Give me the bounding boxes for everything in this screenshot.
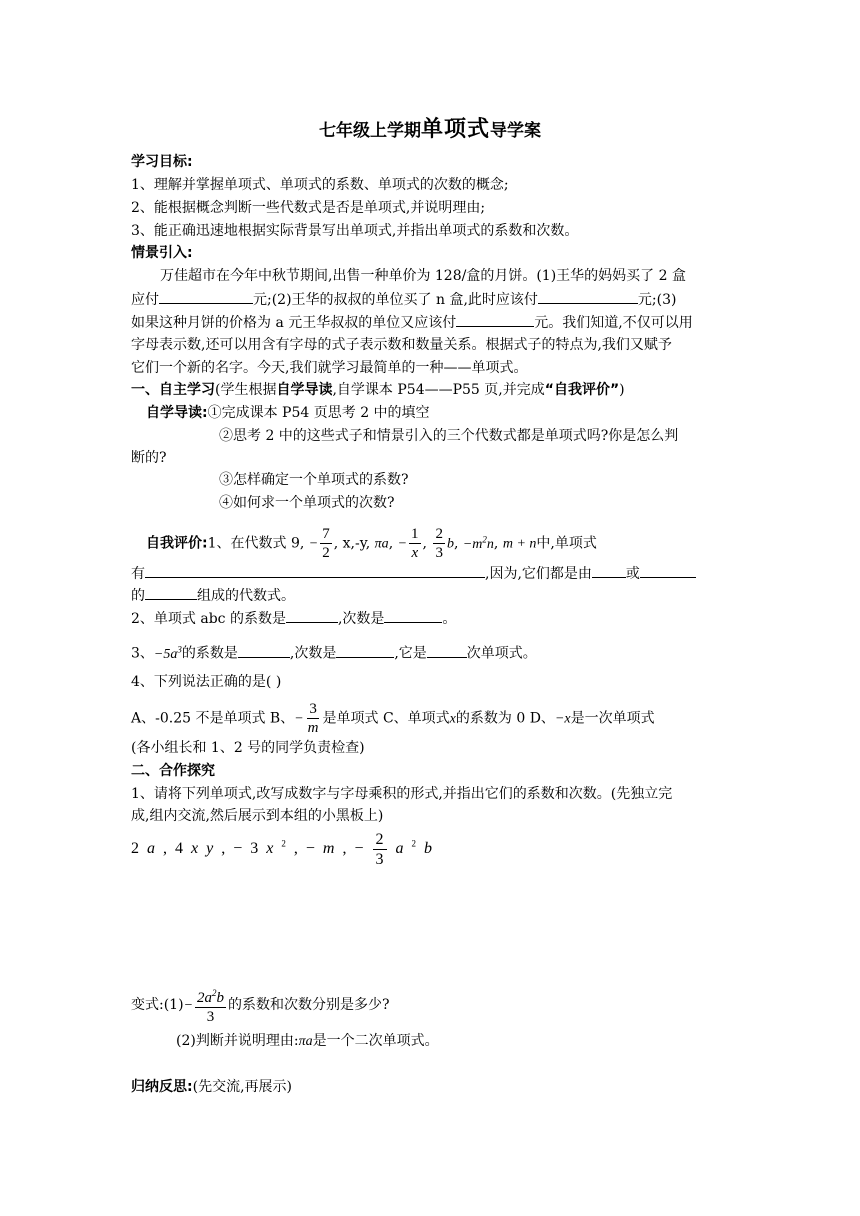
text: 2、单项式 abc 的系数是 <box>131 611 286 627</box>
guide-label: 自学导读: <box>146 405 208 421</box>
text: 中,单项式 <box>536 535 597 552</box>
fraction: $\frac{7}{2}$ <box>322 526 330 561</box>
guide-line: 断的? <box>131 450 167 466</box>
fraction: $\frac{2a^2b}{3}$ <box>195 984 226 1026</box>
blank <box>592 563 626 578</box>
blank <box>427 643 467 658</box>
text: 应付 <box>131 292 159 308</box>
text: 或 <box>625 566 640 582</box>
title-part1: 七年级上学期 <box>318 121 421 141</box>
blank <box>456 312 534 327</box>
intro-paragraph-line: 它们一个新的名字。今天,我们就学习最简单的一种——单项式。 <box>131 360 528 376</box>
question-3: 3、$-5a^3$的系数是 ,次数是 ,它是 次单项式。 <box>131 644 537 662</box>
blank <box>159 289 253 304</box>
goal-item: 3、能正确迅速地根据实际背景写出单项式,并指出单项式的系数和次数。 <box>131 223 579 239</box>
blank <box>286 608 338 623</box>
goal-item: 2、能根据概念判断一些代数式是否是单项式,并说明理由; <box>131 200 486 216</box>
text: 元;(3) <box>637 292 677 308</box>
eval-label: 自我评价: <box>146 535 208 552</box>
intro-paragraph-line <box>131 289 676 310</box>
goals-heading: 学习目标: <box>131 154 193 170</box>
title-part3: 导学案 <box>490 121 541 141</box>
text: 的系数是 <box>181 645 238 662</box>
intro-paragraph-line: 字母表示数,还可以用含有字母的式子表示数和数量关系。根据式子的特点为,我们又赋予 <box>131 337 672 353</box>
self-eval-line: 自我评价:1、在代数式 9, − $\frac{7}{2}$ , x,-y, πa, − $\frac{1}{x}$ , $\frac{2}{3}$ b, $-m^2n$, m + n中,单项式 <box>146 526 597 561</box>
text: ,因为,它们都是由 <box>485 566 592 582</box>
text: 自学导读 <box>276 382 333 398</box>
text: 一、自主学习 <box>131 382 215 398</box>
text: 元。我们知道,不仅可以用 <box>534 315 693 331</box>
text: 的系数和次数分别是多少? <box>228 997 390 1013</box>
blank <box>384 608 442 623</box>
text: 变式:(1) <box>131 997 184 1013</box>
text: ,自学课本 P54——P55 页,并完成 <box>332 382 545 398</box>
text: 。 <box>442 611 457 627</box>
blank <box>336 643 394 658</box>
text: 3、 <box>131 645 154 662</box>
text: 是单项式 C、单项式 <box>322 710 450 727</box>
text: 1、在代数式 9, <box>207 535 305 552</box>
text: (学生根据 <box>215 382 277 398</box>
title-part2: 单项式 <box>420 117 490 142</box>
section2-heading: 二、合作探究 <box>131 763 215 779</box>
intro-paragraph-line: 万佳超市在今年中秋节期间,出售一种单价为 128/盒的月饼。(1)王华的妈妈买了 2 盒 <box>160 268 686 284</box>
fraction: $\frac{2}{3}$ <box>435 526 443 561</box>
intro-heading: 情景引入: <box>131 245 193 261</box>
task-line: 1、请将下列单项式,改写成数字与字母乘积的形式,并指出它们的系数和次数。(先独立完 <box>131 786 673 802</box>
text: ,次数是 <box>289 645 337 662</box>
question-2 <box>131 608 456 629</box>
blank <box>145 563 485 578</box>
fraction: $\frac{3}{m}$ <box>307 701 319 736</box>
text: 次单项式。 <box>466 645 537 662</box>
text: 的 <box>131 588 145 604</box>
task-line: 成,组内交流,然后展示到本组的小黑板上) <box>131 808 384 824</box>
section1-heading <box>131 380 625 400</box>
fraction: $\frac{2}{3}$ <box>375 831 386 868</box>
text: 是一次单项式 <box>570 710 655 727</box>
blank <box>145 585 197 600</box>
monomial-list: 2 a , 4 x y , − 3 x $^2$ , − m , − $\frac{2}{3}$ a $^2$ b <box>131 831 434 868</box>
text: ) <box>619 382 625 398</box>
blank <box>238 643 290 658</box>
reflection-heading: 归纳反思: <box>131 1079 193 1095</box>
text: ,次数是 <box>337 611 385 627</box>
check-note: (各小组长和 1、2 号的同学负责检查) <box>131 740 365 756</box>
self-eval-line <box>131 585 295 606</box>
text: 的系数为 0 D、 <box>455 710 555 727</box>
question-4: 4、下列说法正确的是( ) <box>131 674 282 690</box>
blank <box>640 563 696 578</box>
self-eval-line <box>131 563 696 584</box>
page-title <box>0 112 860 143</box>
text: 元;(2)王华的叔叔的单位买了 n 盒,此时应该付 <box>253 292 538 308</box>
text: (2)判断并说明理由: <box>176 1033 299 1049</box>
guide-line: ③怎样确定一个单项式的系数? <box>219 472 409 488</box>
text: A、-0.25 不是单项式 B、 <box>131 710 295 727</box>
goal-item: 1、理解并掌握单项式、单项式的系数、单项式的次数的概念; <box>131 177 509 193</box>
text: ①完成课本 P54 页思考 2 中的填空 <box>207 405 430 421</box>
fraction: $\frac{1}{x}$ <box>411 526 419 561</box>
text: ,它是 <box>394 645 427 662</box>
text: , x,-y, <box>333 535 371 552</box>
reflection-line <box>131 1077 292 1097</box>
text: 组成的代数式。 <box>197 588 295 604</box>
text: 如果这种月饼的价格为 a 元王华叔叔的单位又应该付 <box>131 315 457 331</box>
text: 有 <box>131 566 145 582</box>
text: (先交流,再展示) <box>192 1079 292 1095</box>
question-4-options: A、-0.25 不是单项式 B、− $\frac{3}{m}$ 是单项式 C、单项式x的系数为 0 D、−x是一次单项式 <box>131 701 655 736</box>
text: “自我评价” <box>544 382 620 398</box>
guide-line: ②思考 2 中的这些式子和情景引入的三个代数式都是单项式吗?你是怎么判 <box>219 428 679 444</box>
variant-line: 变式:(1)− $\frac{2a^2b}{3}$ 的系数和次数分别是多少? <box>131 984 390 1026</box>
guide-line <box>146 403 430 423</box>
guide-line: ④如何求一个单项式的次数? <box>219 495 395 511</box>
blank <box>538 289 638 304</box>
intro-paragraph-line <box>131 312 693 333</box>
variant-line: (2)判断并说明理由:πa是一个二次单项式。 <box>176 1033 439 1049</box>
text: 是一个二次单项式。 <box>312 1033 439 1049</box>
